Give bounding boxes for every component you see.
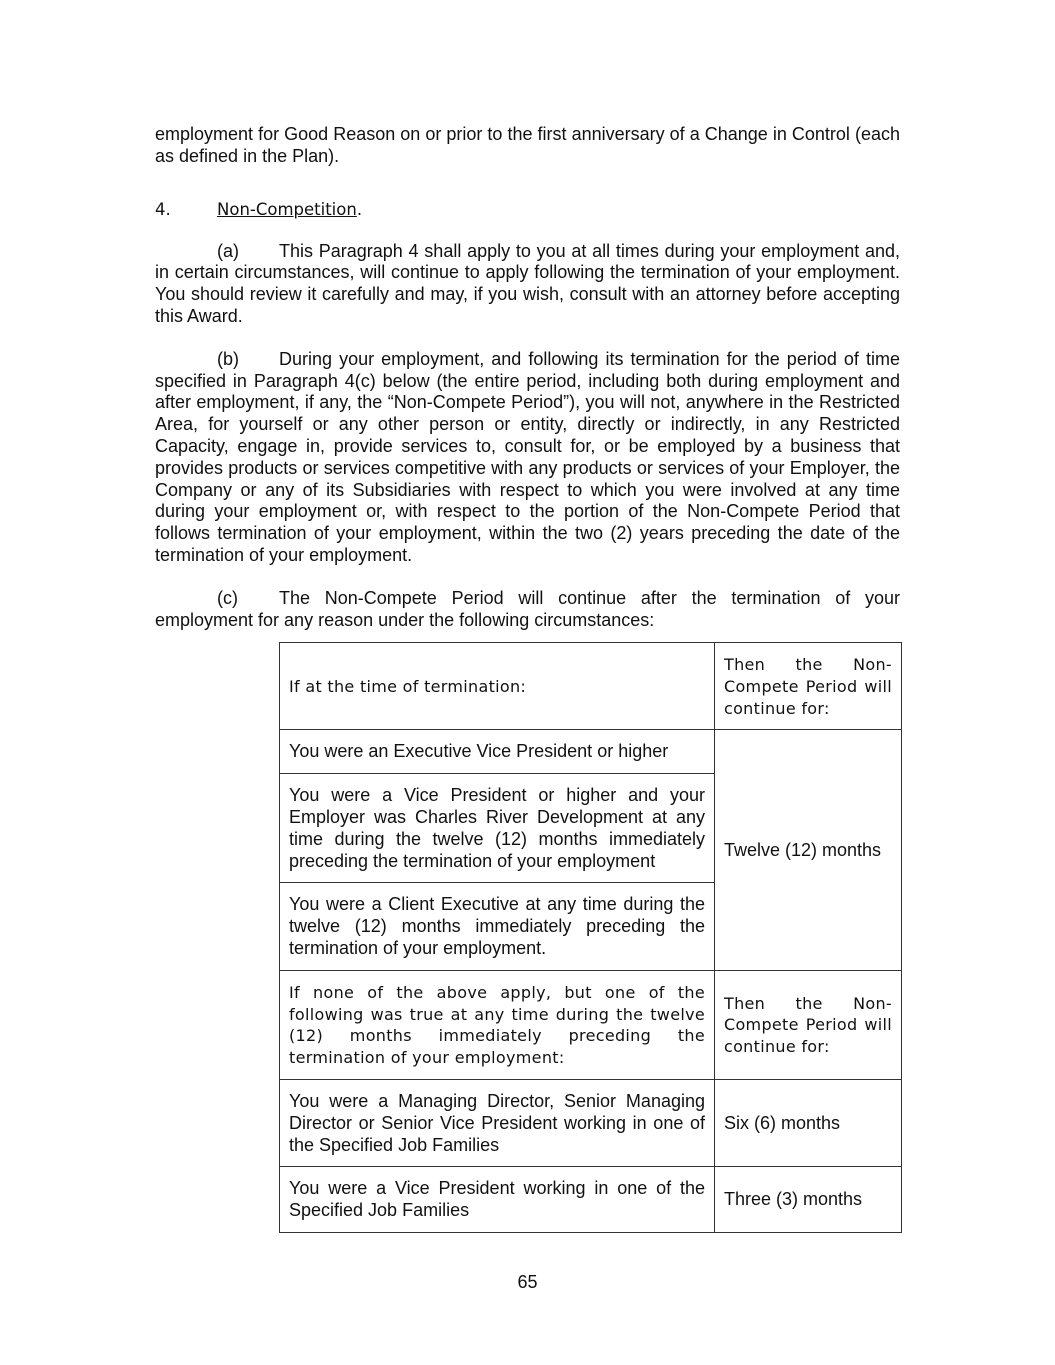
- paragraph-a-text: This Paragraph 4 shall apply to you at all times during your employment and, in certain circumstances, will continue to apply following the termination of your employment. You should review it carefully and may, if you wish, consult with an attorney before accepting this Award.: [155, 240, 900, 326]
- table-header-row: [280, 643, 902, 730]
- condition-cell: You were a Managing Director, Senior Managing Director or Senior Vice President working in one of the Specified Job Families: [280, 1079, 715, 1166]
- header-period-cell: Then the Non-Compete Period will continue for:: [715, 643, 902, 730]
- paragraph-c: [155, 588, 900, 632]
- condition-cell: You were a Vice President working in one of the Specified Job Families: [280, 1167, 715, 1233]
- document-body: [155, 124, 900, 652]
- section-title-suffix: .: [356, 199, 363, 219]
- condition-cell: You were an Executive Vice President or higher: [280, 730, 715, 774]
- section-title: Non-Competition: [217, 199, 357, 219]
- table-row: [280, 1079, 902, 1166]
- subheader-period-cell: Then the Non-Compete Period will continue for:: [715, 970, 902, 1079]
- paragraph-a-label: (a): [217, 240, 239, 261]
- paragraph-b-label: (b): [217, 348, 239, 369]
- paragraph-b: [155, 349, 900, 567]
- page-number: 65: [517, 1272, 538, 1292]
- paragraph-c-label: (c): [217, 587, 238, 608]
- non-compete-table: [279, 642, 902, 1233]
- table-row: [280, 1167, 902, 1233]
- period-cell-twelve-months: Twelve (12) months: [715, 730, 902, 970]
- period-cell: Six (6) months: [715, 1079, 902, 1166]
- paragraph-a: [155, 241, 900, 328]
- paragraph-b-text: During your employment, and following its termination for the period of time specified in Paragraph 4(c) below (the entire period, including both during employment and after employment, if any, the “Non-Compete Period”), you will not, anywhere in the Restricted Area, for yourself or any other person or entity, directly or indirectly, in any Restricted Capacity, engage in, provide services to, consult for, or be employed by a business that provides products or services competitive with any products or services of your Employer, the Company or any of its Subsidiaries with respect to which you were involved at any time during your employment or, with respect to the portion of the Non-Compete Period that follows termination of your employment, within the two (2) years preceding the date of the termination of your employment.: [155, 348, 900, 565]
- table-subheader-row: [280, 970, 902, 1079]
- table-row: [280, 730, 902, 774]
- section-number: 4.: [155, 199, 171, 219]
- period-cell: Three (3) months: [715, 1167, 902, 1233]
- section-heading: [155, 199, 900, 221]
- intro-paragraph: employment for Good Reason on or prior to the first anniversary of a Change in Control (each as defined in the Plan).: [155, 124, 900, 166]
- condition-cell: You were a Vice President or higher and your Employer was Charles River Development at any time during the twelve (12) months immediately preceding the termination of your employment: [280, 774, 715, 883]
- subheader-condition-cell: If none of the above apply, but one of the following was true at any time during the twelve (12) months immediately preceding the termination of your employment:: [280, 970, 715, 1079]
- header-condition-cell: If at the time of termination:: [280, 643, 715, 730]
- paragraph-c-text: The Non-Compete Period will continue after the termination of your employment for any reason under the following circumstances:: [155, 587, 900, 630]
- condition-cell: You were a Client Executive at any time during the twelve (12) months immediately preceding the termination of your employment.: [280, 883, 715, 970]
